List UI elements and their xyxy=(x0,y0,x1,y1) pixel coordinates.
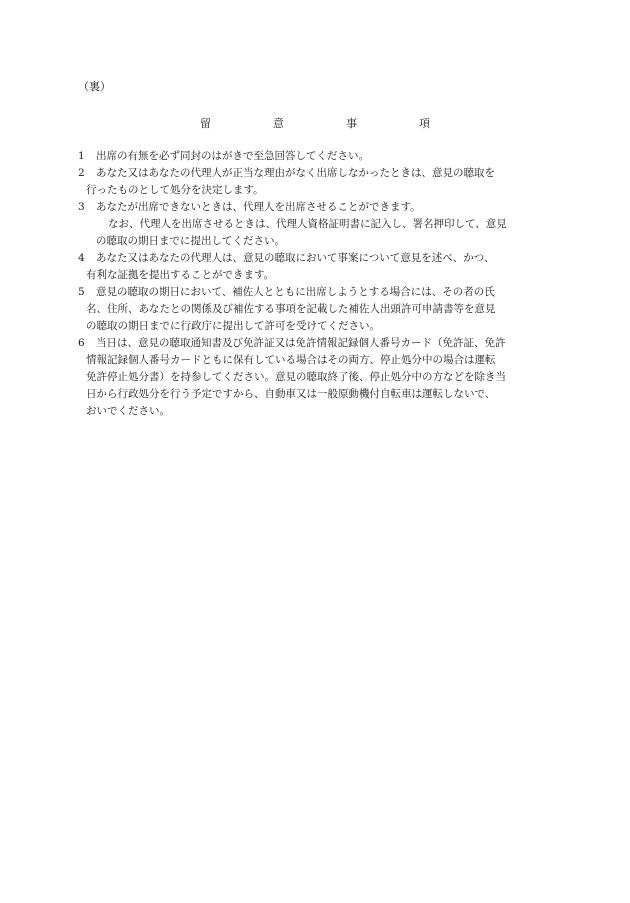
title-char: 留 xyxy=(200,117,211,130)
item-text: 行ったものとして処分を決定します。 xyxy=(86,184,264,196)
notice-list xyxy=(78,148,554,420)
item-text: 日から行政処分を行う予定ですから、自動車又は一般原動機付自転車は運転しないで、 xyxy=(86,388,496,400)
notice-item-2 xyxy=(78,165,554,199)
item-text: 意見の聴取の期日において、補佐人とともに出席しようとする場合には、その者の氏 xyxy=(96,286,495,298)
notice-item-3 xyxy=(78,199,554,250)
item-number: 4 xyxy=(78,252,85,264)
item-text: あなた又はあなたの代理人が正当な理由がなく出席しなかったときは、意見の聴取を xyxy=(96,167,495,179)
item-text: 免許停止処分書）を持参してください。意見の聴取終了後、停止処分中の方などを除き当 xyxy=(86,371,506,383)
notice-item-6 xyxy=(78,335,554,420)
title-char: 意 xyxy=(273,117,284,130)
item-number: 1 xyxy=(78,150,85,162)
notice-item-1 xyxy=(78,148,554,165)
reverse-side-label: （裏） xyxy=(78,80,111,93)
item-text: なお、代理人を出席させるときは、代理人資格証明書に記入し、署名押印して、意見 xyxy=(108,218,507,230)
item-number: 3 xyxy=(78,201,85,213)
item-text: あなた又はあなたの代理人は、意見の聴取において事案について意見を述べ、かつ、 xyxy=(96,252,495,264)
item-text: 当日は、意見の聴取通知書及び免許証又は免許情報記録個人番号カード（免許証、免許 xyxy=(96,337,506,349)
item-text: 出席の有無を必ず同封のはがきで至急回答してください。 xyxy=(96,150,369,162)
item-text: 名、住所、あなたとの関係及び補佐する事項を記載した補佐人出頭許可申請書等を意見 xyxy=(86,303,496,315)
item-number: 6 xyxy=(78,337,85,349)
item-text: おいでください。 xyxy=(86,405,170,417)
page-title xyxy=(200,117,430,131)
item-number: 5 xyxy=(78,286,85,298)
item-text: の聴取の期日までに行政庁に提出して許可を受けてください。 xyxy=(86,320,380,332)
item-text: 情報記録個人番号カードともに保有している場合はその両方、停止処分中の場合は運転 xyxy=(86,354,496,366)
title-char: 項 xyxy=(419,117,430,130)
notice-item-5 xyxy=(78,284,554,335)
item-number: 2 xyxy=(78,167,85,179)
notice-item-4 xyxy=(78,250,554,284)
item-text: の聴取の期日までに提出してください。 xyxy=(96,235,285,247)
item-text: 有利な証拠を提出することができます。 xyxy=(86,269,275,281)
item-text: あなたが出席できないときは、代理人を出席させることができます。 xyxy=(96,201,421,213)
title-char: 事 xyxy=(346,117,357,130)
